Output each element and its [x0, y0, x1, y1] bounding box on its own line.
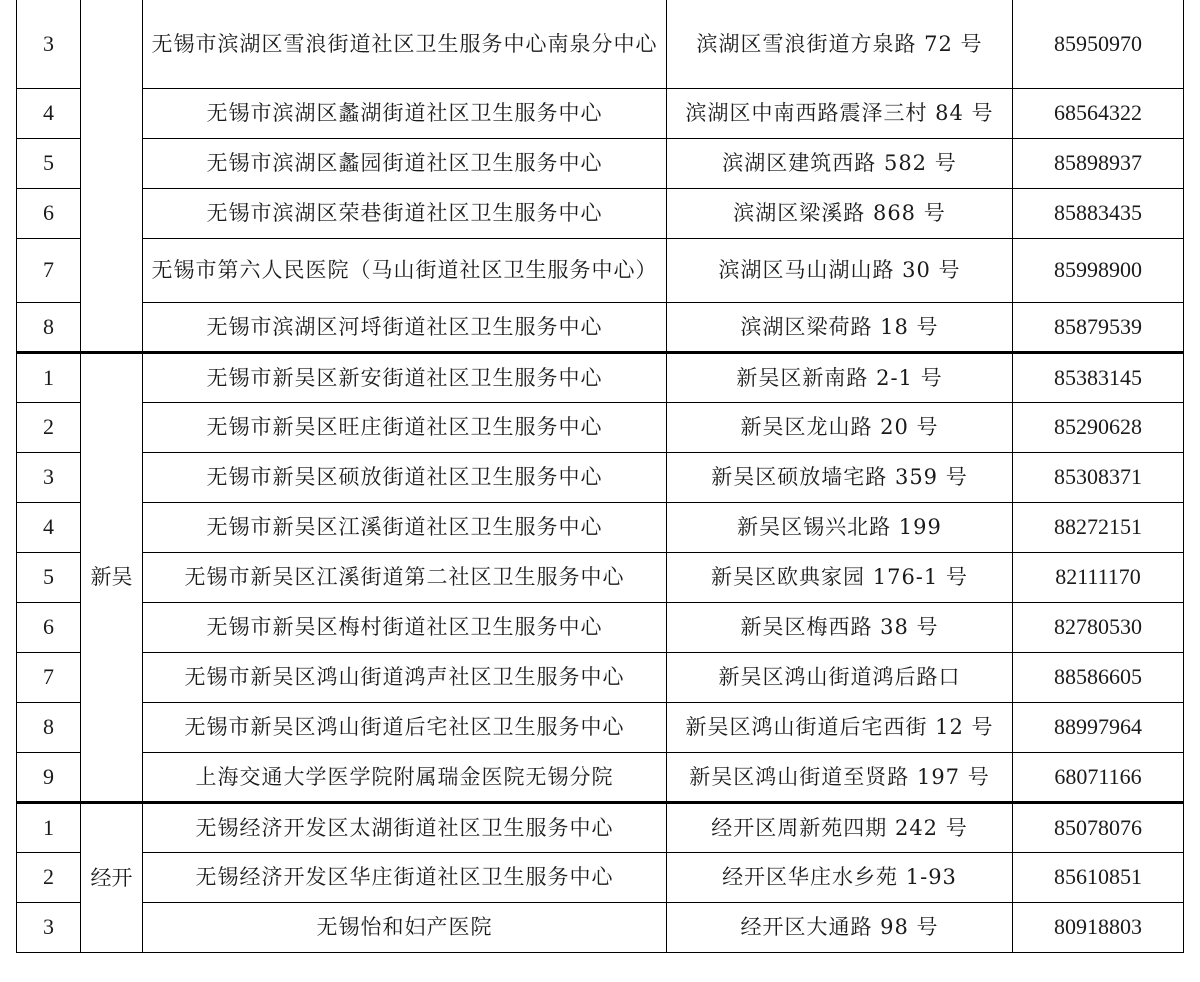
institution-name: 无锡市第六人民医院（马山街道社区卫生服务中心） — [143, 238, 667, 302]
phone-number: 85308371 — [1013, 452, 1184, 502]
phone-number: 82111170 — [1013, 552, 1184, 602]
address: 新吴区鸿山街道后宅西街 12 号 — [667, 702, 1013, 752]
institution-name: 无锡经济开发区太湖街道社区卫生服务中心 — [143, 802, 667, 852]
row-number: 3 — [17, 902, 81, 952]
phone-number: 82780530 — [1013, 602, 1184, 652]
row-number: 6 — [17, 602, 81, 652]
institution-name: 上海交通大学医学院附属瑞金医院无锡分院 — [143, 752, 667, 802]
row-number: 5 — [17, 552, 81, 602]
phone-number: 88586605 — [1013, 652, 1184, 702]
phone-number: 88272151 — [1013, 502, 1184, 552]
row-number: 1 — [17, 802, 81, 852]
row-number: 2 — [17, 852, 81, 902]
institution-name: 无锡市新吴区旺庄街道社区卫生服务中心 — [143, 402, 667, 452]
address: 新吴区鸿山街道鸿后路口 — [667, 652, 1013, 702]
table-row — [17, 402, 1184, 452]
address: 经开区周新苑四期 242 号 — [667, 802, 1013, 852]
institution-name: 无锡市新吴区梅村街道社区卫生服务中心 — [143, 602, 667, 652]
table-row — [17, 602, 1184, 652]
district-cell: 新吴 — [81, 352, 143, 802]
address: 新吴区鸿山街道至贤路 197 号 — [667, 752, 1013, 802]
address: 滨湖区建筑西路 582 号 — [667, 138, 1013, 188]
district-cell: 经开 — [81, 802, 143, 952]
institution-name: 无锡市滨湖区雪浪街道社区卫生服务中心南泉分中心 — [143, 0, 667, 88]
phone-number: 68564322 — [1013, 88, 1184, 138]
institution-name: 无锡市新吴区新安街道社区卫生服务中心 — [143, 352, 667, 402]
institution-name: 无锡怡和妇产医院 — [143, 902, 667, 952]
table-row — [17, 138, 1184, 188]
row-number: 7 — [17, 238, 81, 302]
address: 新吴区硕放墙宅路 359 号 — [667, 452, 1013, 502]
address: 新吴区梅西路 38 号 — [667, 602, 1013, 652]
phone-number: 85998900 — [1013, 238, 1184, 302]
institution-name: 无锡市新吴区硕放街道社区卫生服务中心 — [143, 452, 667, 502]
phone-number: 85883435 — [1013, 188, 1184, 238]
phone-number: 85610851 — [1013, 852, 1184, 902]
row-number: 2 — [17, 402, 81, 452]
table-row — [17, 238, 1184, 302]
table-row — [17, 652, 1184, 702]
phone-number: 85898937 — [1013, 138, 1184, 188]
row-number: 4 — [17, 88, 81, 138]
row-number: 7 — [17, 652, 81, 702]
table-row — [17, 802, 1184, 852]
table-row — [17, 302, 1184, 352]
institution-name: 无锡市滨湖区蠡湖街道社区卫生服务中心 — [143, 88, 667, 138]
table-row — [17, 902, 1184, 952]
address: 滨湖区雪浪街道方泉路 72 号 — [667, 0, 1013, 88]
address: 新吴区欧典家园 176-1 号 — [667, 552, 1013, 602]
institution-name: 无锡市新吴区鸿山街道后宅社区卫生服务中心 — [143, 702, 667, 752]
hospital-table — [16, 0, 1184, 953]
address: 新吴区新南路 2-1 号 — [667, 352, 1013, 402]
phone-number: 85290628 — [1013, 402, 1184, 452]
address: 滨湖区梁荷路 18 号 — [667, 302, 1013, 352]
institution-name: 无锡经济开发区华庄街道社区卫生服务中心 — [143, 852, 667, 902]
address: 滨湖区马山湖山路 30 号 — [667, 238, 1013, 302]
phone-number: 85950970 — [1013, 0, 1184, 88]
phone-number: 85078076 — [1013, 802, 1184, 852]
district-cell — [81, 0, 143, 352]
table-row — [17, 702, 1184, 752]
row-number: 9 — [17, 752, 81, 802]
phone-number: 88997964 — [1013, 702, 1184, 752]
table-row — [17, 188, 1184, 238]
row-number: 4 — [17, 502, 81, 552]
table-row — [17, 502, 1184, 552]
table-row — [17, 852, 1184, 902]
address: 新吴区龙山路 20 号 — [667, 402, 1013, 452]
phone-number: 85879539 — [1013, 302, 1184, 352]
institution-name: 无锡市滨湖区河埒街道社区卫生服务中心 — [143, 302, 667, 352]
table-row — [17, 0, 1184, 88]
institution-name: 无锡市滨湖区蠡园街道社区卫生服务中心 — [143, 138, 667, 188]
row-number: 1 — [17, 352, 81, 402]
institution-name: 无锡市新吴区江溪街道第二社区卫生服务中心 — [143, 552, 667, 602]
institution-name: 无锡市滨湖区荣巷街道社区卫生服务中心 — [143, 188, 667, 238]
phone-number: 68071166 — [1013, 752, 1184, 802]
row-number: 3 — [17, 0, 81, 88]
address: 滨湖区中南西路震泽三村 84 号 — [667, 88, 1013, 138]
row-number: 3 — [17, 452, 81, 502]
institution-name: 无锡市新吴区江溪街道社区卫生服务中心 — [143, 502, 667, 552]
address: 经开区大通路 98 号 — [667, 902, 1013, 952]
table-row — [17, 552, 1184, 602]
row-number: 8 — [17, 302, 81, 352]
address: 滨湖区梁溪路 868 号 — [667, 188, 1013, 238]
institution-name: 无锡市新吴区鸿山街道鸿声社区卫生服务中心 — [143, 652, 667, 702]
phone-number: 80918803 — [1013, 902, 1184, 952]
address: 新吴区锡兴北路 199 — [667, 502, 1013, 552]
table-row — [17, 352, 1184, 402]
address: 经开区华庄水乡苑 1-93 — [667, 852, 1013, 902]
row-number: 8 — [17, 702, 81, 752]
phone-number: 85383145 — [1013, 352, 1184, 402]
row-number: 6 — [17, 188, 81, 238]
table-row — [17, 752, 1184, 802]
table-row — [17, 88, 1184, 138]
row-number: 5 — [17, 138, 81, 188]
table-row — [17, 452, 1184, 502]
